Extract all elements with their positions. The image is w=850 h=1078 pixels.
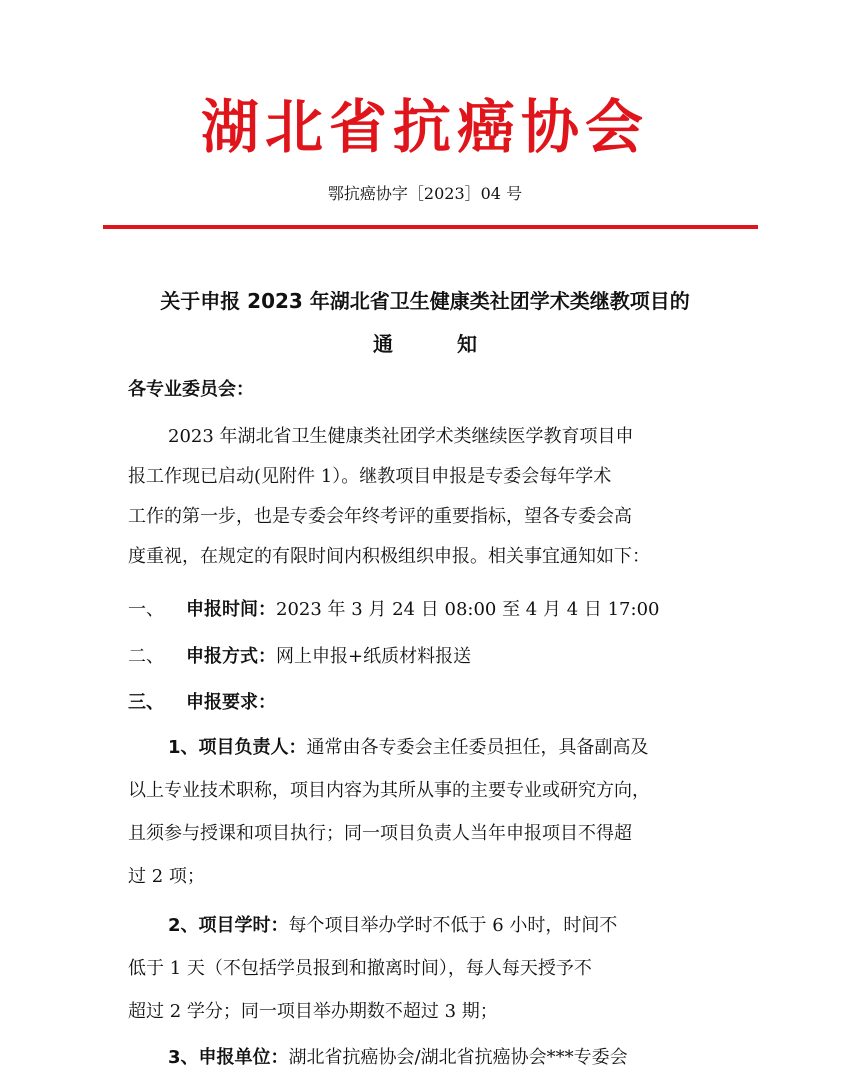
requirement-line [128,728,768,768]
section-item [128,683,728,723]
requirement-text: 通常由各专委会主任委员担任，具备副高及 [306,737,649,758]
intro-line: 报工作现已启动(见附件 1）。继教项目申报是专委会每年学术 [128,466,612,487]
requirement-line: 超过 2 学分；同一项目举办期数不超过 3 期； [128,1001,498,1022]
intro-line: 度重视，在规定的有限时间内积极组织申报。相关事宜通知如下： [128,546,650,567]
red-divider-line [103,225,758,229]
notice-title-char-2: 知 [457,332,477,356]
intro-line: 2023 年湖北省卫生健康类社团学术类继续医学教育项目申 [168,426,634,447]
org-header-title: 湖北省抗癌协会 [200,93,649,161]
salutation: 各专业委员会： [128,379,254,400]
requirement-label: 1、项目负责人： [168,737,307,758]
document-number: 鄂抗癌协字［2023］04 号 [327,184,523,203]
notice-title: 关于申报 2023 年湖北省卫生健康类社团学术类继教项目的 [160,289,690,313]
section-value: 2023 年 3 月 24 日 08:00 至 4 月 4 日 17:00 [276,599,660,620]
section-label: 申报时间： [186,599,276,620]
requirement-text: 每个项目举办学时不低于 6 小时，时间不 [288,915,618,936]
section-item [128,637,728,677]
requirement-line: 且须参与授课和项目执行；同一项目负责人当年申报项目不得超 [128,823,632,844]
section-number: 三、 [128,692,164,713]
section-label: 申报方式： [186,646,276,667]
notice-title-char-1: 通 [373,332,393,356]
requirement-line: 过 2 项； [128,866,205,887]
section-label: 申报要求： [186,692,276,713]
requirement-text: 湖北省抗癌协会/湖北省抗癌协会***专委会 [288,1047,628,1068]
requirement-line: 以上专业技术职称，项目内容为其所从事的主要专业或研究方向， [128,780,650,801]
requirement-line [128,906,768,946]
section-number: 二、 [128,646,164,667]
section-value: 网上申报+纸质材料报送 [276,646,472,667]
requirement-line: 低于 1 天（不包括学员报到和撤离时间），每人每天授予不 [128,958,592,979]
requirement-line [128,1038,768,1078]
intro-line: 工作的第一步，也是专委会年终考评的重要指标，望各专委会高 [128,506,632,527]
section-item [128,590,728,630]
requirement-label: 3、申报单位： [168,1047,289,1068]
notice-title-second-line [0,330,850,358]
section-number: 一、 [128,599,164,620]
requirement-label: 2、项目学时： [168,915,289,936]
